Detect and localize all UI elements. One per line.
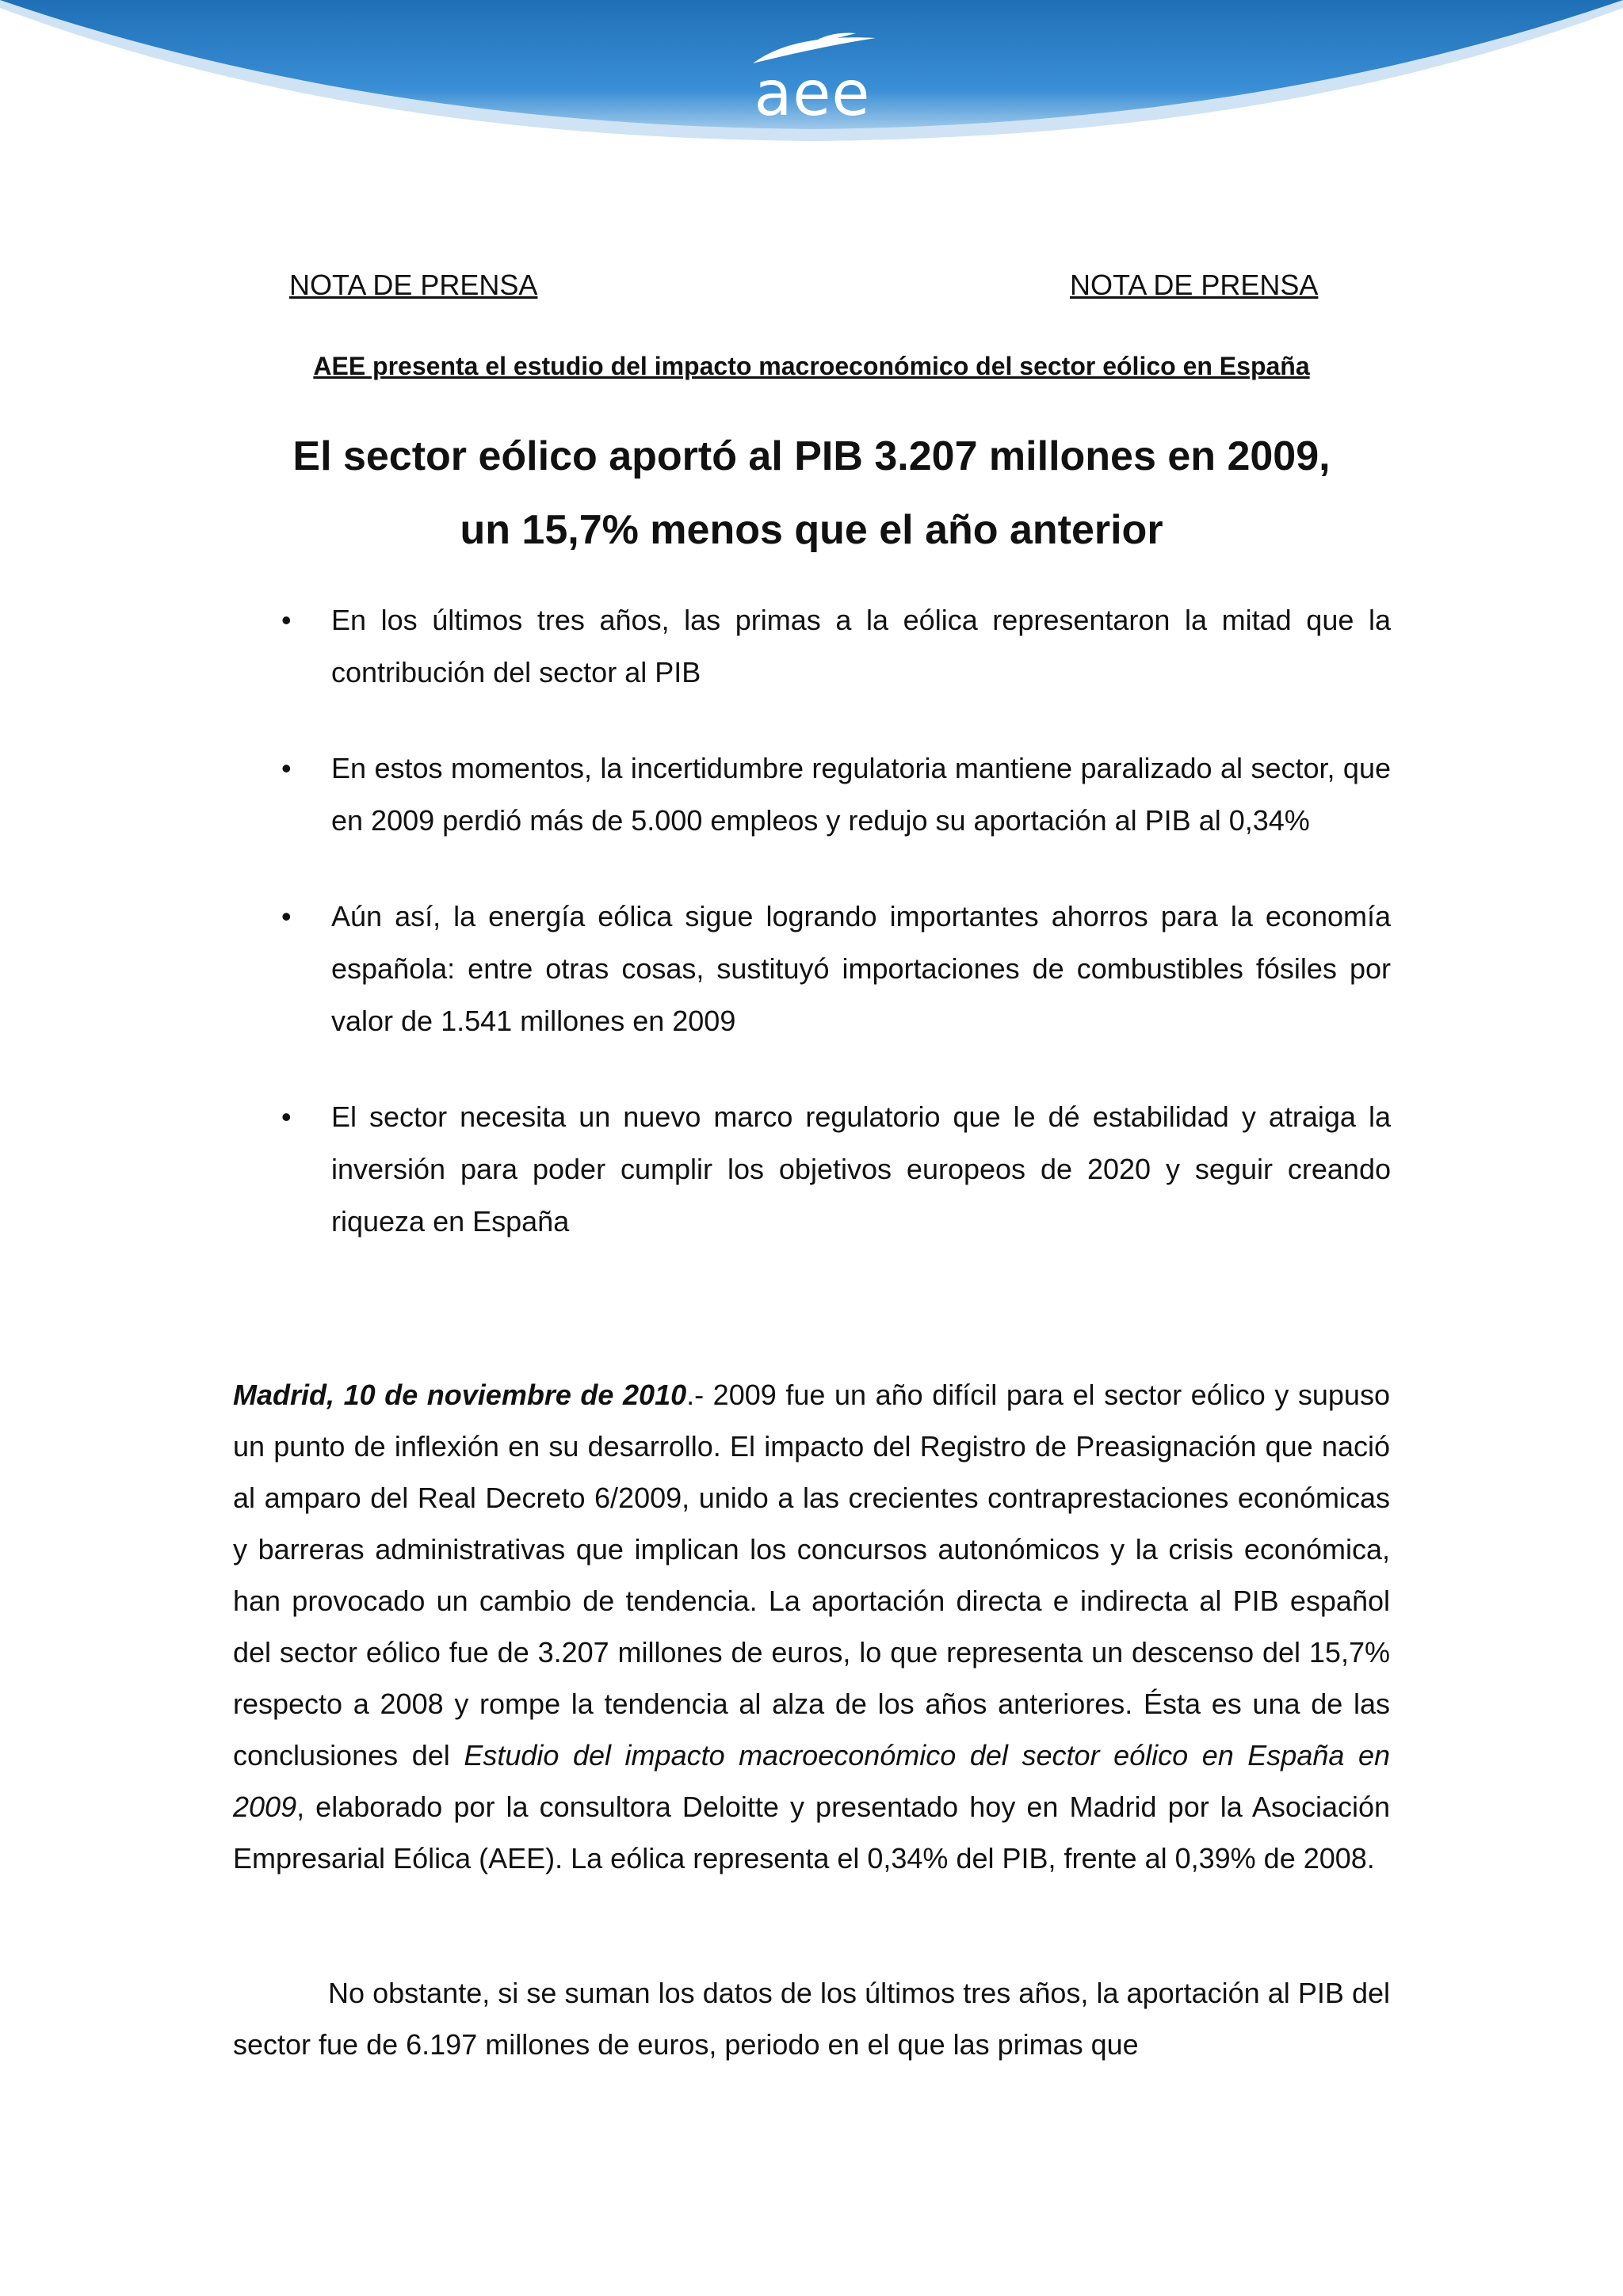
key-point-3	[281, 891, 1391, 1047]
bullet-icon: •	[281, 900, 292, 933]
study-title: Estudio del impacto macroeconómico del sector eólico en España en 2009	[233, 1739, 1391, 1823]
dateline: Madrid, 10 de noviembre de 2010	[233, 1379, 687, 1411]
key-point-text: El sector necesita un nuevo marco regulatorio que le dé estabilidad y atraiga la inversión para poder cumplir los objetivos europeos de 2020 y seguir creando riqueza en España	[331, 1100, 1391, 1238]
key-points-list	[281, 594, 1391, 1248]
headline-line-1: El sector eólico aportó al PIB 3.207 millones en 2009,	[292, 433, 1331, 479]
bullet-icon: •	[281, 752, 292, 784]
headline	[178, 420, 1445, 567]
press-release-label-right: NOTA DE PRENSA	[1070, 269, 1319, 301]
bullet-icon: •	[281, 604, 292, 636]
logo-text: aee	[754, 59, 871, 130]
key-point-text: En los últimos tres años, las primas a la eólica representaron la mitad que la contribución del sector al PIB	[331, 604, 1391, 688]
headline-line-2: un 15,7% menos que el año anterior	[460, 507, 1163, 553]
key-point-text: Aún así, la energía eólica sigue logrando importantes ahorros para la economía española: entre otras cosas, sustituyó importaciones de combustibles fósiles por valor de 1.541 millones en 2009	[331, 900, 1391, 1037]
aee-logo	[737, 32, 888, 130]
bullet-icon: •	[281, 1100, 292, 1133]
key-point-text: En estos momentos, la incertidumbre regulatoria mantiene paralizado al sector, que en 2009 perdió más de 5.000 empleos y redujo su aportación al PIB al 0,34%	[331, 752, 1391, 837]
paragraph-1-part-2: , elaborado por la consultora Deloitte y presentado hoy en Madrid por la Asociación Empresarial Eólica (AEE). La eólica representa el 0,34% del PIB, frente al 0,39% de 2008.	[233, 1791, 1390, 1875]
body-paragraph-1	[233, 1369, 1390, 1884]
subtitle: AEE presenta el estudio del impacto macroeconómico del sector eólico en España	[313, 352, 1310, 380]
key-point-2	[281, 742, 1391, 847]
key-point-4	[281, 1091, 1391, 1248]
key-point-1	[281, 594, 1391, 699]
body-paragraph-2: No obstante, si se suman los datos de los últimos tres años, la aportación al PIB del sector fue de 6.197 millones de euros, periodo en el que las primas que	[233, 1977, 1390, 2061]
press-release-label-left: NOTA DE PRENSA	[289, 269, 538, 301]
paragraph-1-part-1: .- 2009 fue un año difícil para el sector eólico y supuso un punto de inflexión en su desarrollo. El impacto del Registro de Preasignación que nació al amparo del Real Decreto 6/2009, unido a las crecientes contraprestaciones económicas y barreras administrativas que implican los concursos autonómicos y la crisis económica, han provocado un cambio de tendencia. La aportación directa e indirecta al PIB español del sector eólico fue de 3.207 millones de euros, lo que representa un descenso del 15,7% respecto a 2008 y rompe la tendencia al alza de los años anteriores. Ésta es una de las conclusiones del	[233, 1379, 1390, 1772]
